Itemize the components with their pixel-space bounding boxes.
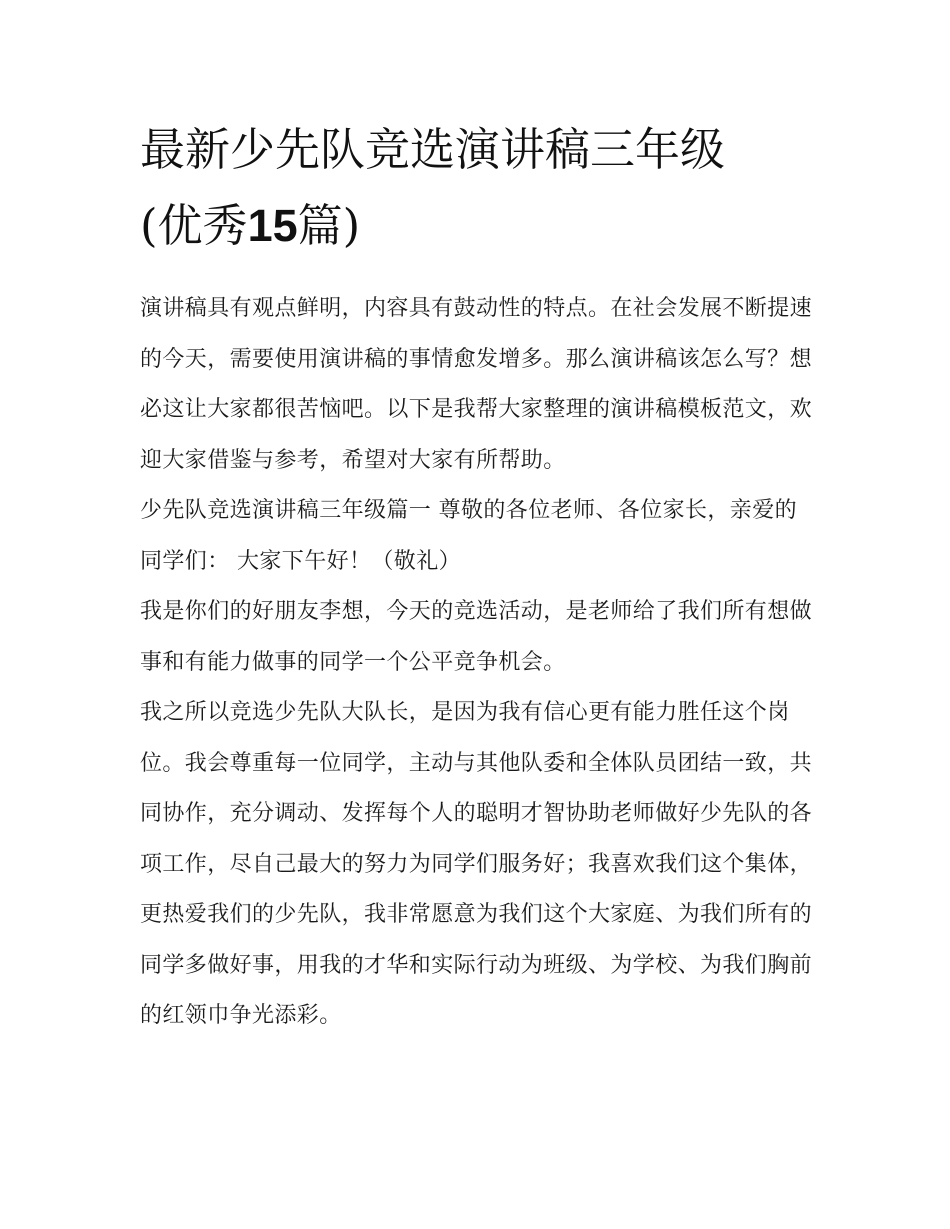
greeting-paragraph: 少先队竞选演讲稿三年级篇一 尊敬的各位老师、各位家长，亲爱的同学们： 大家下午好！（敬礼） <box>140 498 797 574</box>
campaign-paragraph: 我之所以竞选少先队大队长，是因为我有信心更有能力胜任这个岗位。我会尊重每一位同学，主动与其他队委和全体队员团结一致，共同协作，充分调动、发挥每个人的聪明才智协助老师做好少先队的各项工作，尽自己最大的努力为同学们服务好；我喜欢我们这个集体，更热爱我们的少先队，我非常愿意为我们这个大家庭、为我们所有的同学多做好事，用我的才华和实际行动为班级、为学校、为我们胸前的红领巾争光添彩。 <box>140 700 813 1028</box>
document-title <box>140 112 812 264</box>
title-line-2-open: (优秀 <box>140 199 248 252</box>
self-introduction-paragraph: 我是你们的好朋友李想，今天的竞选活动，是老师给了我们所有想做事和有能力做事的同学一个公平竞争机会。 <box>140 599 813 675</box>
intro-paragraph: 演讲稿具有观点鲜明，内容具有鼓动性的特点。在社会发展不断提速的今天，需要使用演讲稿的事情愈发增多。那么演讲稿该怎么写？想必这让大家都很苦恼吧。以下是我帮大家整理的演讲稿模板范文，欢迎大家借鉴与参考，希望对大家有所帮助。 <box>140 296 813 473</box>
title-line-2-number: 15 <box>247 200 298 251</box>
title-line-1: 最新少先队竞选演讲稿三年级 <box>140 123 726 176</box>
title-line-2-close: 篇) <box>297 199 361 252</box>
document-body <box>140 112 812 1042</box>
